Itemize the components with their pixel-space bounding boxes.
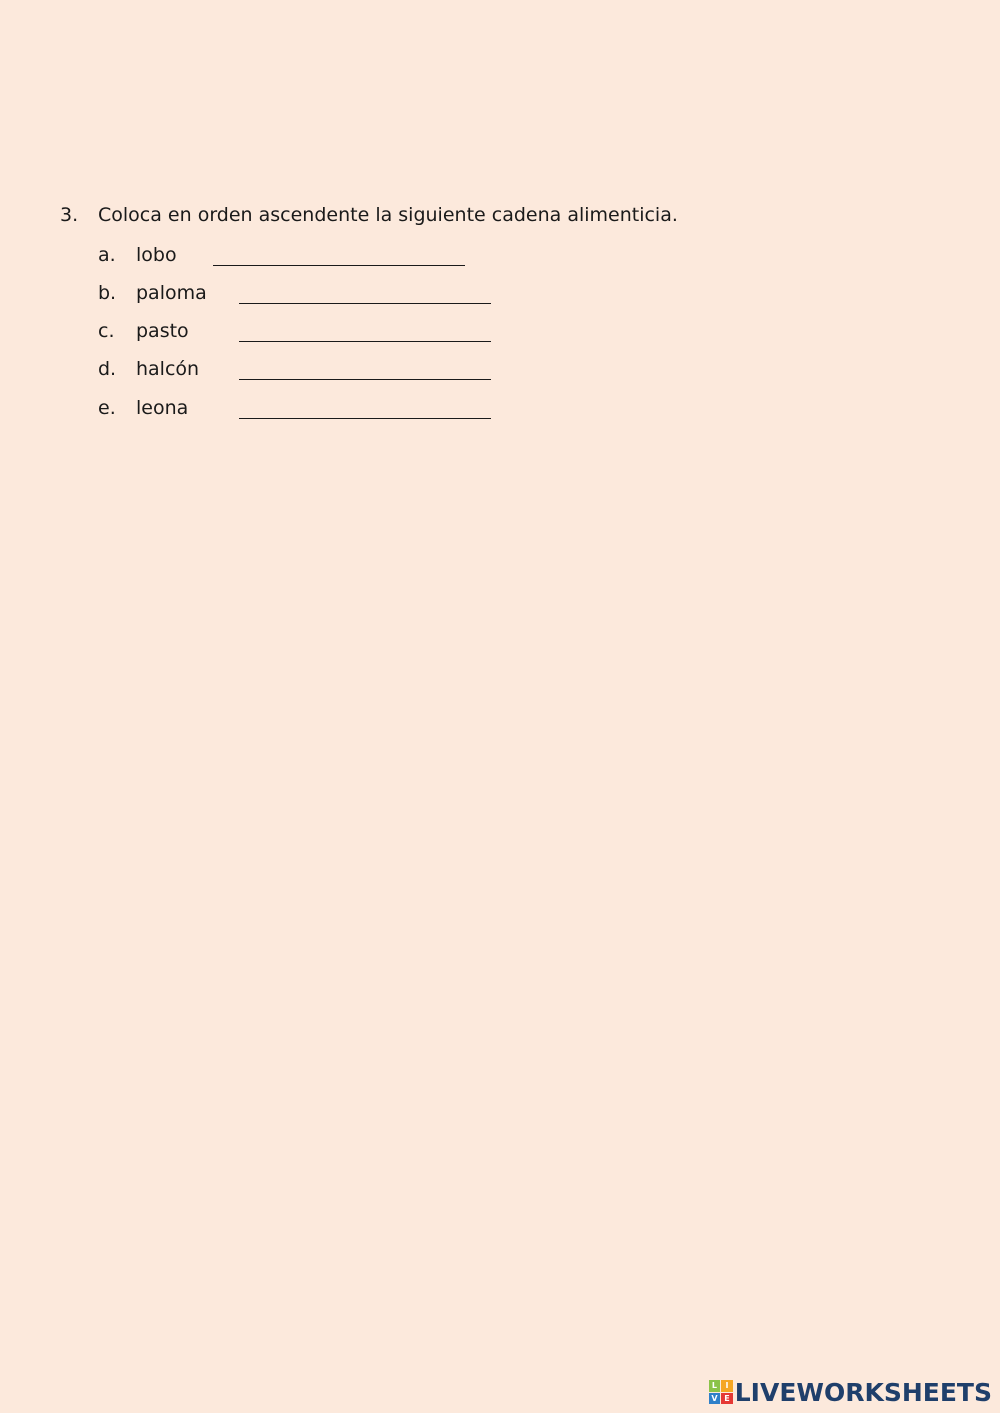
question-number: 3.: [60, 204, 79, 226]
answer-field-c[interactable]: [239, 318, 491, 342]
logo-mark-tile: L: [709, 1380, 721, 1392]
list-item-c: [98, 318, 189, 344]
question-3: [60, 202, 678, 228]
item-word: lobo: [136, 244, 177, 266]
item-word: pasto: [136, 320, 189, 342]
list-item-e: [98, 395, 188, 421]
item-letter: c.: [98, 320, 115, 342]
liveworksheets-logo: [709, 1377, 992, 1407]
logo-mark-tile: I: [721, 1380, 733, 1392]
list-item-a: [98, 242, 177, 268]
item-letter: b.: [98, 282, 117, 304]
item-word: halcón: [136, 358, 200, 380]
list-item-b: [98, 280, 207, 306]
item-letter: a.: [98, 244, 116, 266]
liveworksheets-logo-icon: [709, 1380, 733, 1404]
answer-field-d[interactable]: [239, 356, 491, 380]
answer-field-a[interactable]: [213, 242, 465, 266]
logo-text: LIVEWORKSHEETS: [734, 1377, 992, 1407]
item-letter: e.: [98, 397, 116, 419]
list-item-d: [98, 356, 199, 382]
logo-mark-tile: E: [721, 1393, 733, 1405]
item-letter: d.: [98, 358, 117, 380]
item-word: paloma: [136, 282, 207, 304]
answer-field-e[interactable]: [239, 395, 491, 419]
question-text: Coloca en orden ascendente la siguiente cadena alimenticia.: [98, 204, 678, 226]
logo-mark-tile: V: [709, 1393, 721, 1405]
item-word: leona: [136, 397, 189, 419]
answer-field-b[interactable]: [239, 280, 491, 304]
